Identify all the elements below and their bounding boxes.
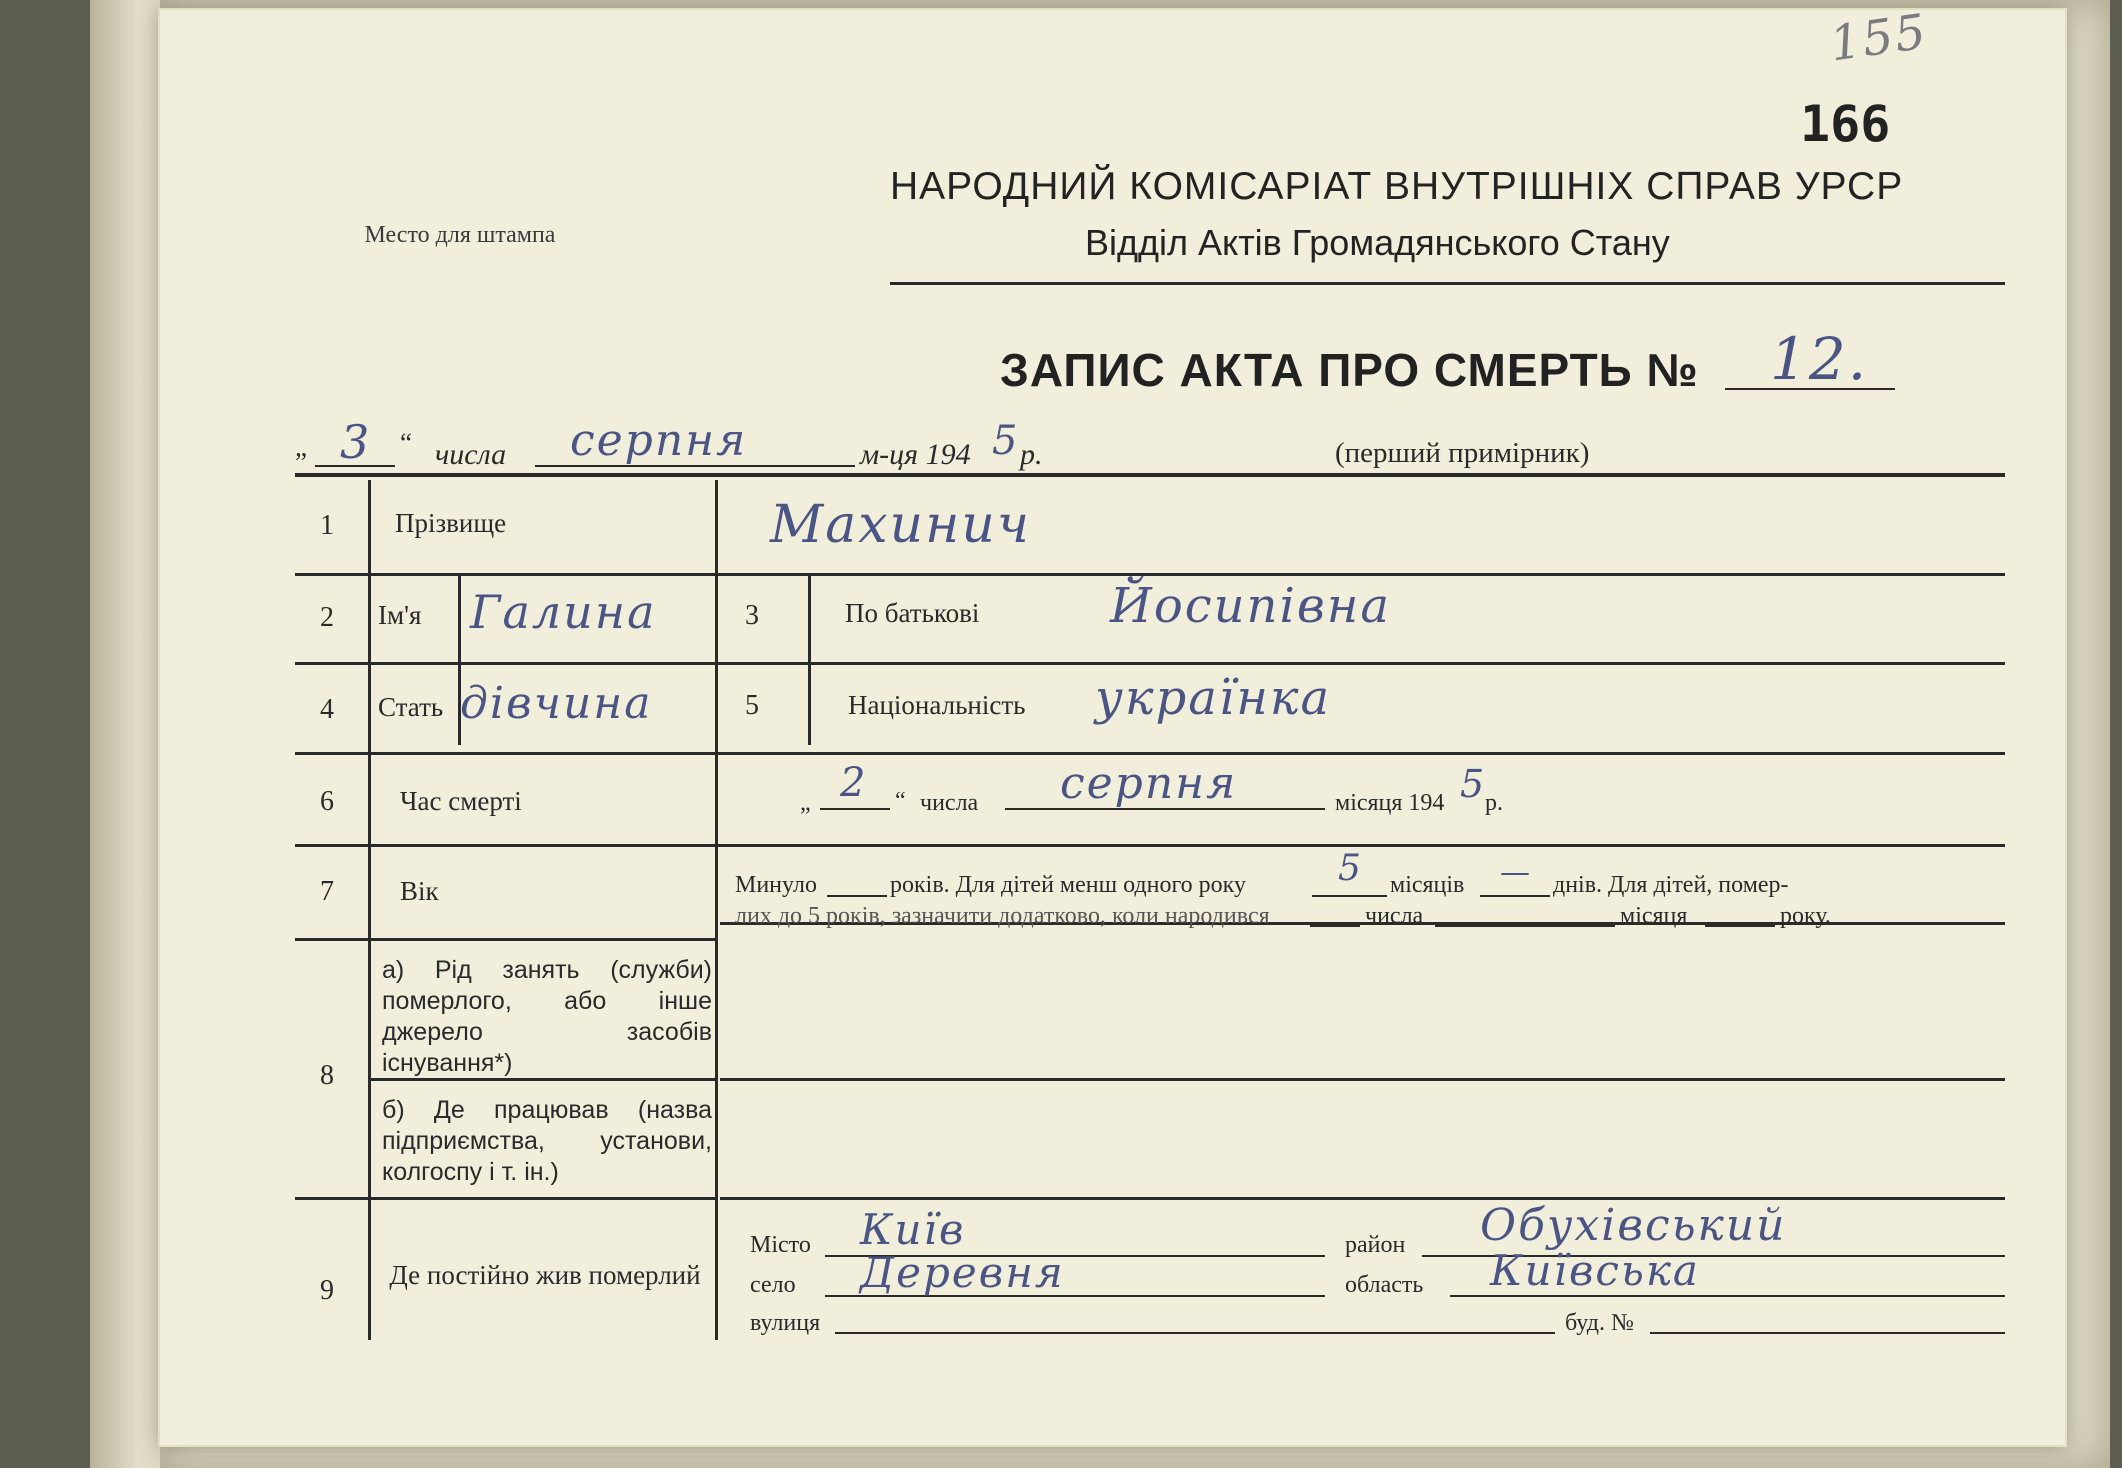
record-title: ЗАПИС АКТА ПРО СМЕРТЬ № (1000, 344, 1699, 396)
death-day: 2 (840, 760, 868, 806)
date-day: 3 (340, 415, 372, 469)
age-text-6: числа (1365, 903, 1424, 929)
row8a-label: а) Рід занять (служби) померлого, або інше джерело засобів існування*) (382, 956, 712, 1077)
row6-bottom (295, 844, 2005, 847)
death-day-line (820, 808, 890, 810)
region-line (1450, 1295, 2005, 1297)
row1-label: Прізвище (395, 508, 507, 538)
row1-number: 1 (320, 510, 334, 541)
district-value: Обухівський (1480, 1200, 1787, 1251)
table-top-rule (295, 473, 2005, 477)
ministry-title: НАРОДНИЙ КОМІСАРІАТ ВНУТРІШНІХ СПРАВ УРСР (890, 165, 1904, 208)
birth-day-line (1310, 925, 1360, 927)
nationality-value: українка (1095, 670, 1332, 726)
age-text-4: днів. Для дітей, помер- (1553, 872, 1789, 898)
row6-label: Час смерті (400, 786, 522, 816)
row3-number: 3 (745, 600, 759, 631)
col-label-divider (715, 480, 718, 1340)
death-month-label: місяця 194 (1335, 790, 1445, 816)
age-text-8: року. (1780, 903, 1831, 929)
age-years-line (827, 895, 887, 897)
stamp-place-label: Место для штампа (364, 222, 556, 248)
record-number: 12. (1770, 325, 1869, 393)
street-label: вулиця (750, 1310, 821, 1336)
row7-bottom (295, 938, 715, 941)
age-text-2: років. Для дітей менш одного року (890, 872, 1247, 898)
date-month: серпня (570, 415, 748, 466)
age-text-5: лих до 5 років, зазначити додатково, коли народився (735, 903, 1270, 929)
surname-value: Махинич (770, 495, 1032, 555)
age-days-line (1480, 895, 1550, 897)
row8-number: 8 (320, 1060, 334, 1091)
village-label: село (750, 1272, 796, 1298)
date-year-suffix: р. (1020, 438, 1043, 471)
sex-value: дівчина (460, 678, 653, 729)
row9-number: 9 (320, 1275, 334, 1306)
age-months-line (1312, 895, 1387, 897)
row5-label: Національність (848, 690, 1026, 720)
city-value: Київ (860, 1205, 966, 1254)
city-label: Місто (750, 1232, 811, 1258)
death-month: серпня (1060, 758, 1238, 809)
age-text-7: місяця (1620, 903, 1688, 929)
row8a-right (720, 1078, 2005, 1081)
age-text-1: Минуло (735, 872, 817, 898)
row4-number: 4 (320, 694, 334, 725)
row6-number: 6 (320, 786, 334, 817)
death-open-quote: „ (800, 790, 811, 816)
death-day-label: числа (920, 790, 979, 816)
death-year-digit: 5 (1460, 762, 1487, 806)
pencil-archive-number: 155 (1826, 3, 1932, 73)
row4-label: Стать (378, 692, 444, 722)
right-inner-divider (808, 575, 811, 745)
birth-month-line (1435, 925, 1615, 927)
row2-number: 2 (320, 602, 334, 633)
row9-label: Де постійно жив померлий (389, 1260, 701, 1290)
date-month-label: м-ця 194 (860, 438, 971, 471)
age-months-value: 5 (1338, 848, 1363, 889)
house-label: буд. № (1565, 1310, 1634, 1336)
death-close-quote: “ (895, 788, 906, 814)
region-value: Київська (1490, 1246, 1700, 1295)
date-open-quote: „ (295, 432, 307, 462)
row2-label: Ім'я (378, 600, 422, 630)
row7-label: Вік (400, 876, 439, 906)
region-label: область (1345, 1272, 1424, 1298)
district-label: район (1345, 1232, 1406, 1258)
age-text-3: місяців (1390, 872, 1465, 898)
row8-bottom (295, 1197, 715, 1200)
copy-label: (перший примірник) (1335, 437, 1590, 469)
row3-label: По батькові (845, 598, 980, 628)
patronymic-value: Йосипівна (1110, 578, 1391, 634)
house-line (1650, 1332, 2005, 1334)
death-record-card (160, 3, 2065, 1445)
street-line (835, 1332, 1555, 1334)
row4-bottom (295, 752, 2005, 755)
row8b-label: б) Де працював (назва підприємства, установи, колгоспу і т. ін.) (382, 1096, 712, 1186)
header-rule (890, 282, 2005, 285)
date-close-quote: “ (400, 428, 412, 458)
first-name-value: Галина (470, 585, 657, 639)
date-day-label: числа (435, 438, 507, 471)
row1-bottom (295, 573, 2005, 576)
birth-year-line (1705, 925, 1775, 927)
village-value: Деревня (860, 1248, 1065, 1297)
date-year-digit: 5 (992, 418, 1020, 464)
age-days-value: — (1500, 855, 1532, 890)
col-num-divider (368, 480, 371, 1340)
row7-number: 7 (320, 876, 334, 907)
row5-number: 5 (745, 690, 759, 721)
row2-bottom (295, 662, 2005, 665)
death-year-suffix: р. (1485, 790, 1503, 816)
row8-bottom-right (720, 1197, 2005, 1200)
department-title: Відділ Актів Громадянського Стану (1085, 222, 1670, 263)
page-number: 166 (1800, 95, 1891, 153)
